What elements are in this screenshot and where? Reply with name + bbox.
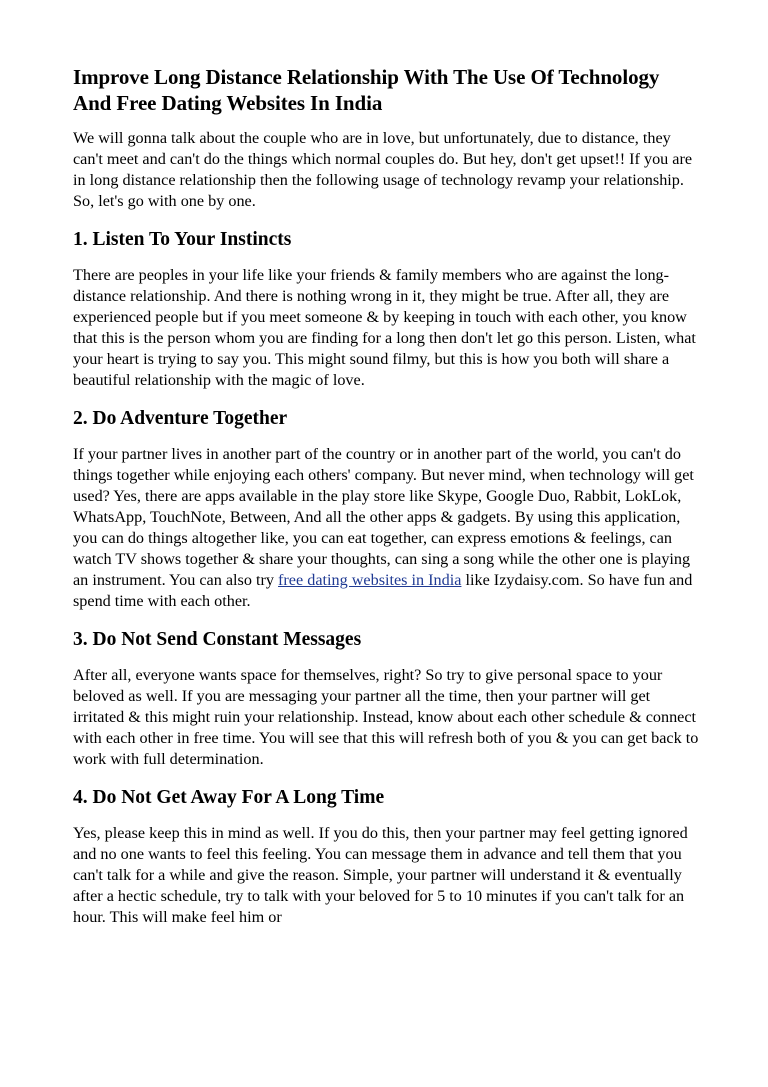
section-heading-3: 3. Do Not Send Constant Messages bbox=[73, 629, 362, 650]
intro-paragraph: We will gonna talk about the couple who are in love, but unfortunately, due to distance, they can't meet and can't do the things which normal couples do. But hey, don't get upset!! If you are in long distance relationship then the following usage of technology revamp your relationship. So, let's go with one by one. bbox=[73, 129, 693, 210]
section-heading-2: 2. Do Adventure Together bbox=[73, 408, 288, 429]
section-body-2-text-after-link: like Izydaisy.com. So have fun and spend time with each other. bbox=[73, 571, 693, 610]
section-heading-4: 4. Do Not Get Away For A Long Time bbox=[73, 787, 385, 808]
document-page bbox=[73, 64, 699, 928]
section-body-2 bbox=[73, 444, 699, 612]
free-dating-websites-link[interactable]: free dating websites in India bbox=[278, 571, 462, 589]
document-title: Improve Long Distance Relationship With The Use Of Technology And Free Dating Websites In India bbox=[73, 65, 660, 115]
section-body-4: Yes, please keep this in mind as well. If you do this, then your partner may feel getting ignored and no one wants to feel this feeling. You can message them in advance and tell them that you can't talk for a while and give the reason. Simple, your partner will understand it & eventually after a hectic schedule, try to talk with your beloved for 5 to 10 minutes if you can't talk for an hour. This will make feel him or bbox=[73, 824, 688, 926]
section-body-1: There are peoples in your life like your friends & family members who are against the long-distance relationship. And there is nothing wrong in it, they might be true. After all, they are experienced people but if you meet someone & by keeping in touch with each other, you know that this is the person whom you are finding for a long then don't let go this person. Listen, what your heart is trying to say you. This might sound filmy, but this is how you both will share a beautiful relationship with the magic of love. bbox=[73, 266, 696, 389]
section-body-3: After all, everyone wants space for themselves, right? So try to give personal space to your beloved as well. If you are messaging your partner all the time, then your partner will get irritated & this might ruin your relationship. Instead, know about each other schedule & connect with each other in free time. You will see that this will refresh both of you & you can get back to work with full determination. bbox=[73, 666, 699, 768]
section-body-2-text-before-link: If your partner lives in another part of the country or in another part of the world, you can't do things together while enjoying each others' company. But never mind, when technology will get used? Yes, there are apps available in the play store like Skype, Google Duo, Rabbit, LokLok, WhatsApp, TouchNote, Between, And all the other apps & gadgets. By using this application, you can do things altogether like, you can eat together, can express emotions & feelings, can watch TV shows together & share your thoughts, can sing a song while the other one is playing an instrument. You can also try bbox=[73, 445, 694, 589]
section-heading-1: 1. Listen To Your Instincts bbox=[73, 229, 292, 250]
